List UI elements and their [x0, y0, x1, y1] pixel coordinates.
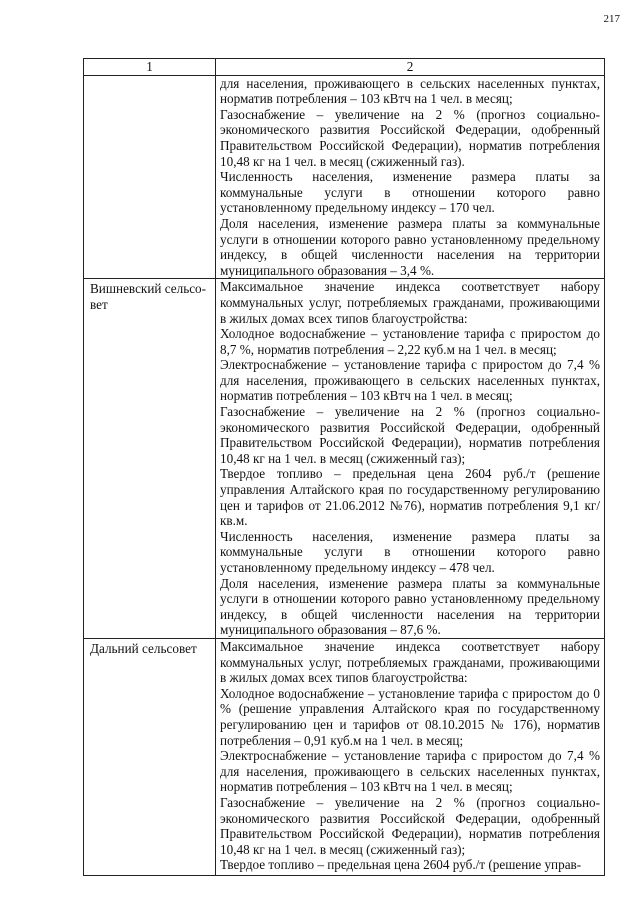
paragraph: для населения, проживающего в сельских населенных пунктах, норматив потребления – 103 кВтч на 1 чел. в месяц; — [220, 75, 600, 107]
column-number-1: 1 — [84, 59, 216, 76]
table-row — [84, 75, 605, 279]
page-number: 217 — [603, 13, 620, 25]
paragraph: Электроснабжение – установление тарифа с приростом до 7,4 % для населения, проживающего в сельских населенных пунктах, норматив потребления – 103 кВтч на 1 чел. в месяц; — [220, 357, 600, 404]
paragraph: Численность населения, изменение размера платы за коммунальные услуги в отношении которого равно установленному предельному индексу – 170 чел. — [220, 169, 600, 216]
indices-table — [83, 58, 605, 876]
table-row — [84, 638, 605, 875]
municipality-name: Вишневский сельсо-вет — [84, 279, 216, 639]
municipality-name: Дальний сельсовет — [84, 638, 216, 875]
municipality-description — [216, 75, 605, 279]
paragraph: Газоснабжение – увеличение на 2 % (прогноз социально-экономического развития Российской Федерации, одобренный Правительством Российской Федерации), норматив потребления 10,48 кг на 1 чел. в месяц (сжиженный газ). — [220, 106, 600, 169]
municipality-description — [216, 638, 605, 875]
column-number-row — [84, 59, 605, 76]
paragraph: Твердое топливо – предельная цена 2604 руб./т (решение управления Алтайского края по государственному регулированию цен и тарифов от 21.06.2012 №76), норматив потребления 9,1 кг/кв.м. — [220, 466, 600, 529]
municipality-description — [216, 279, 605, 639]
paragraph: Газоснабжение – увеличение на 2 % (прогноз социально-экономического развития Российской Федерации, одобренный Правительством Российской Федерации), норматив потребления 10,48 кг на 1 чел. в месяц (сжиженный газ); — [220, 404, 600, 466]
paragraph: Холодное водоснабжение – установление тарифа с приростом до 8,7 %, норматив потребления – 2,22 куб.м на 1 чел. в месяц; — [220, 326, 600, 357]
municipality-name — [84, 75, 216, 279]
paragraph: Твердое топливо – предельная цена 2604 руб./т (решение управ- — [220, 857, 582, 873]
paragraph: Максимальное значение индекса соответствует набору коммунальных услуг, потребляемых гражданами, проживающими в жилых домах всех типов благоустройства: — [220, 638, 600, 686]
paragraph: Доля населения, изменение размера платы за коммунальные услуги в отношении которого равно установленному предельному индексу, в общей численности населения на территории муниципального образования – 3,4 %. — [220, 215, 600, 278]
paragraph: Доля населения, изменение размера платы за коммунальные услуги в отношении которого равно установленному предельному индексу, в общей численности населения на территории муниципального образования – 87,6 %. — [220, 575, 600, 638]
table-row — [84, 279, 605, 639]
paragraph: Электроснабжение – установление тарифа с приростом до 7,4 % для населения, проживающего в сельских населенных пунктах, норматив потребления – 103 кВтч на 1 чел. в месяц; — [220, 748, 600, 795]
paragraph: Холодное водоснабжение – установление тарифа с приростом до 0 % (решение управления Алтайского края по государственному регулированию цен и тарифов от 08.10.2015 № 176), норматив потребления – 0,91 куб.м на 1 чел. в месяц; — [220, 685, 600, 748]
paragraph: Газоснабжение – увеличение на 2 % (прогноз социально-экономического развития Российской Федерации, одобренный Правительством Российской Федерации), норматив потребления 10,48 кг на 1 чел. в месяц (сжиженный газ); — [220, 794, 600, 857]
paragraph: Численность населения, изменение размера платы за коммунальные услуги в отношении которого равно установленному предельному индексу – 478 чел. — [220, 528, 600, 575]
paragraph: Максимальное значение индекса соответствует набору коммунальных услуг, потребляемых гражданами, проживающими в жилых домах всех типов благоустройства: — [220, 279, 600, 326]
column-number-2: 2 — [216, 59, 605, 76]
